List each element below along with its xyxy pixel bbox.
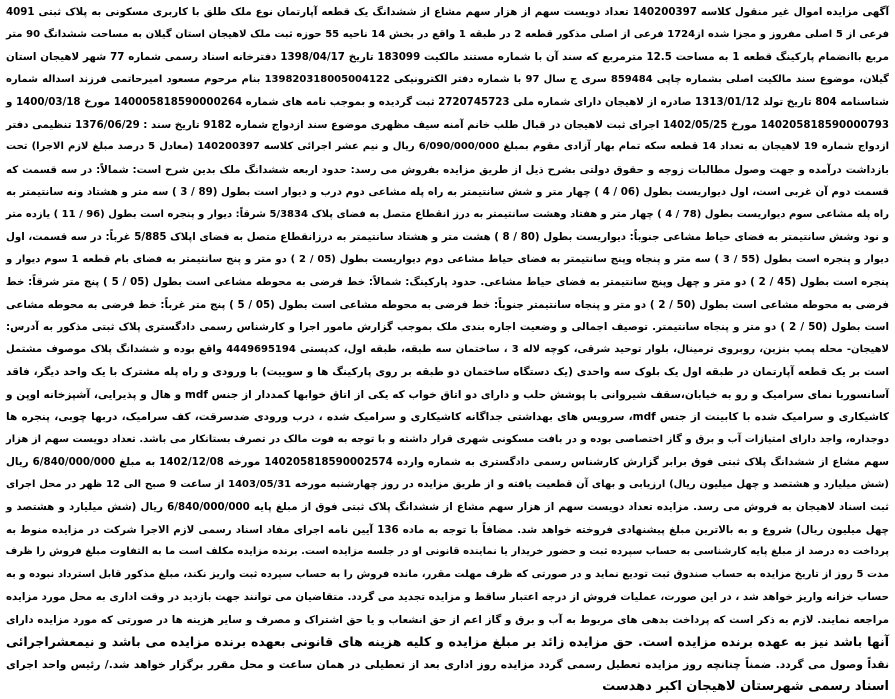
notice-line-2: فرعی از 5 اصلی مفروز و مجزا شده از1724 فرعی از اصلی مذکور قطعه 2 در طبقه 1 واقع در بخش 14 ناحیه 55 حوزه ثبت ملک لاهیجان استان گیلان به مساحت ششدانگ 90 متر xyxy=(6,28,890,40)
notice-line-27: حساب خزانه واریز خواهد شد ، در این صورت، عملیات فروش از درجه اعتبار ساقط و مزایده تجدید می گردد. متقاضیان می توانند جهت بازدید در وقت اداری به محل مورد مزایده xyxy=(6,591,889,603)
notice-line-15: است بطول (50 / 2 ) دو متر و پنجاه سانتیمتر. توصیف اجمالی و وضعیت اجاره بندی ملک بموجب گزارش مامور اجرا و کارشناس رسمی دادگستری پلاک ثبتی مذکور به آدرس: xyxy=(6,321,889,333)
notice-line-9: قسمت دوم آن غربی است، اول دیواریست بطول (06 / 4 ) چهار متر و شش سانتیمتر به راه پله مشاعی دوم درب و دیوار است بطول (89 / 3 ) سه متر و هشتاد ونه سانتیمتر به xyxy=(6,186,890,198)
notice-line-21: سهم مشاع از ششدانگ پلاک ثبتی فوق برابر گزارش کارشناس رسمی دادگستری به شماره وارده 140205818590002574 مورخه 1402/12/08 به مبلغ 6/840/000/000 ریال xyxy=(6,456,889,468)
notice-line-23: ثبت اسناد لاهیجان به فروش می رسد. مزایده تعداد دویست سهم از هزار سهم مشاع از ششدانگ پلاک ثبتی فوق از مبلغ پایه 6/840/000/000 ریال (شش میلیارد و هشتصد و xyxy=(6,501,889,513)
notice-line-26: مدت 5 روز از تاریخ مزایده به حساب صندوق ثبت تودیع نماید و در صورتی که ظرف مهلت مقرر، مانده فروش را به حساب سپرده ثبت واریز نکند، مبلغ مذکور قابل استرداد نبوده و به xyxy=(6,568,890,580)
notice-line-18: آسانسوربا نمای سرامیک و رو به خیابان،سقف شیروانی با پوشش حلب و دارای دو اتاق خواب که یکی از اتاق خوابها کمددار از جنس mdf و هال و پذیرایی، آشپزخانه اوپن و xyxy=(6,388,889,401)
notice-line-28: مراجعه نمایند. لازم به ذکر است که پرداخت بدهی های مربوط به آب و برق و گاز اعم از حق انشعاب و یا حق اشتراک و مصرف و سایر هزینه ها در صورتی که مورد مزایده دارای xyxy=(6,613,889,626)
notice-line-29: آنها باشد نیز به عهده برنده مزایده است. حق مزایده زائد بر مبلغ مزایده و کلیه هزینه های قانونی بعهده برنده مزایده می باشد و نیمعشراجرائی xyxy=(6,634,889,649)
notice-line-13: پنجره است بطول (45 / 2 ) دو متر و چهل وپنج سانتیمتر به فضای حیاط مشاعی. حدود پارکینگ: شمالاً: خط فرضی به محوطه مشاعی است بطول (05 / 5 ) پنج متر شرقاً: خط xyxy=(6,276,889,288)
notice-line-14: فرضی به محوطه مشاعی است بطول (50 / 2 ) دو متر و پنجاه سانتیمتر جنوباً: خط فرضی به محوطه مشاعی است بطول (05 / 5 ) پنج متر غرباً: خط فرضی به محوطه مشاعی xyxy=(6,298,889,311)
notice-line-30: نقداً وصول می گردد. ضمناً چنانچه روز مزایده تعطیل رسمی گردد مزایده روز اداری بعد از تعطیلی در همان ساعت و محل مقرر برگزار خواهد شد./ رئیس واحد اجرای xyxy=(6,657,889,671)
notice-line-12: دیوار و پنجره است بطول (55 / 3 ) سه متر و پنجاه وپنج سانتیمتر به فضای حیاط مشاعی دوم دیواریست بطول (05 / 2 ) دو متر و پنج سانتیمتر به فضای بام قطعه 1 سوم دیوار و xyxy=(6,253,889,265)
notice-line-8: بازداشت درآمده و جهت وصول مطالبات زوجه و حقوق دولتی بشرح ذیل از طریق مزایده بفروش می رسد: حدود اربعه ششدانگ ملک بدین شرح است: شمالاً: در سه قسمت که xyxy=(6,163,889,176)
notice-line-24: چهل میلیون ریال) شروع و به بالاترین مبلغ پیشنهادی فروخته خواهد شد. مضافاً با توجه به ماده 136 آیین نامه اجرای مفاد اسناد رسمی لازم الاجرا شرکت در مزایده منوط به xyxy=(6,523,889,536)
notice-line-16: لاهیجان- محله پمپ بنزین، روبروی ترمینال، بلوار توحید شرقی، کوچه لاله 3 ، ساختمان سه طبقه، طبقه اول، کدپستی 4449695194 واقع بوده و ششدانگ پلاک موصوف مشتمل xyxy=(6,343,889,355)
notice-line-4: گیلان، موضوع سند مالکیت اصلی بشماره چاپی 859484 سری ج سال 97 با شماره دفتر الکترونیکی 139820318005004122 بنام مرحوم مسعود امیرحاتمی فرزند اسداله شماره xyxy=(6,73,889,85)
notice-line-25: پرداخت ده درصد از مبلغ پایه کارشناسی به حساب سپرده ثبت و حضور خریدار یا نماینده قانونی او در جلسه مزایده است. برنده مزایده مکلف است ما به التفاوت مبلغ فروش را ظرف xyxy=(5,546,889,557)
notice-line-7: ازدواج شماره 19 لاهیجان به تعداد 14 قطعه سکه تمام بهار آزادی مقوم بمبلغ 6/090/000/000 ریال و نیم عشر اجرائی کلاسه 140200397 (معادل 5 درصد مبلغ لازم الاجرا) تحت xyxy=(6,141,890,152)
notice-line-20: دوجداره، واجد دارای امتیازات آب و برق و گاز اختصاصی بوده و در بافت مسکونی شهری قرار داشته و با توجه به فوت مالک در تصرف بستانکار می باشد. تعداد دویست سهم از هزار xyxy=(6,433,889,445)
notice-line-1: آگهی مزایده اموال غیر منقول کلاسه 140200397 تعداد دویست سهم از هزار سهم مشاع از ششدانگ یک قطعه آپارتمان نوع ملک طلق با کاربری مسکونی به پلاک ثبتی 4091 xyxy=(6,6,889,18)
notice-line-10: راه پله مشاعی سوم دیواریست بطول (78 / 4 ) چهار متر و هفتاد وهشت سانتیمتر به درز انقطاع متصل به فضای پلاک 5/3834 شرقاً: دیوار و پنجره است بطول (96 / 11 ) یازده متر xyxy=(5,208,889,220)
notice-line-5: شناسنامه 804 تاریخ تولد 1313/01/12 صادره از لاهیجان دارای شماره ملی 2720745723 ثبت گردیده و بموجب نامه های شماره 140005818590000264 مورخ 1400/03/18 و xyxy=(6,96,889,108)
notice-line-3: مربع باانضمام پارکینگ قطعه 1 به مساحت 12.5 مترمربع که سند آن با شماره مستند مالکیت 183099 تاریخ 1398/04/17 دفترخانه اسناد رسمی شماره 77 شهر لاهیجان استان xyxy=(6,51,889,63)
notice-line-19: کاشیکاری و سرامیک شده با کابینت از جنس mdf، سرویس های بهداشتی جداگانه کاشیکاری و سرامیک شده ، درب ورودی ضدسرقت، کف سرامیک، دربها چوبی، پنجره ها xyxy=(6,411,889,423)
notice-line-11: و نود وشش سانتیمتر به فضای حیاط مشاعی جنوباً: دیواریست بطول (80 / 8 ) هشت متر و هشتاد سانتیمتر به درزانقطاع متصل به فضای اپلاک 5/885 غرباً: در سه قسمت، اول xyxy=(6,231,890,243)
notice-line-22: (شش میلیارد و هشتصد و چهل میلیون ریال) ارزیابی و بهای آن قطعیت یافته و از طریق مزایده در روز چهارشنبه مورخه 1403/05/31 از ساعت 9 صبح الی 12 ظهر در محل اجرای xyxy=(6,478,889,490)
notice-line-17: است بر یک قطعه آپارتمان در طبقه اول یک بلوک سه واحدی (یک دستگاه ساختمان دو طبقه بر روی پارکینگ ها و سوییت) با ورودی و راه پله مشترک با یک واحد دیگر، فاقد xyxy=(6,366,889,378)
notice-line-31: اسناد رسمی شهرستان لاهیجان اکبر دهدست xyxy=(602,679,889,694)
notice-line-6: 140205818590000793 مورخ 1402/05/25 اجرای ثبت لاهیجان در قبال طلب خانم آمنه سیف مظهری موضوع سند ازدواج شماره 9182 تاریخ سند : 1376/06/29 تنظیمی دفتر xyxy=(6,118,889,131)
